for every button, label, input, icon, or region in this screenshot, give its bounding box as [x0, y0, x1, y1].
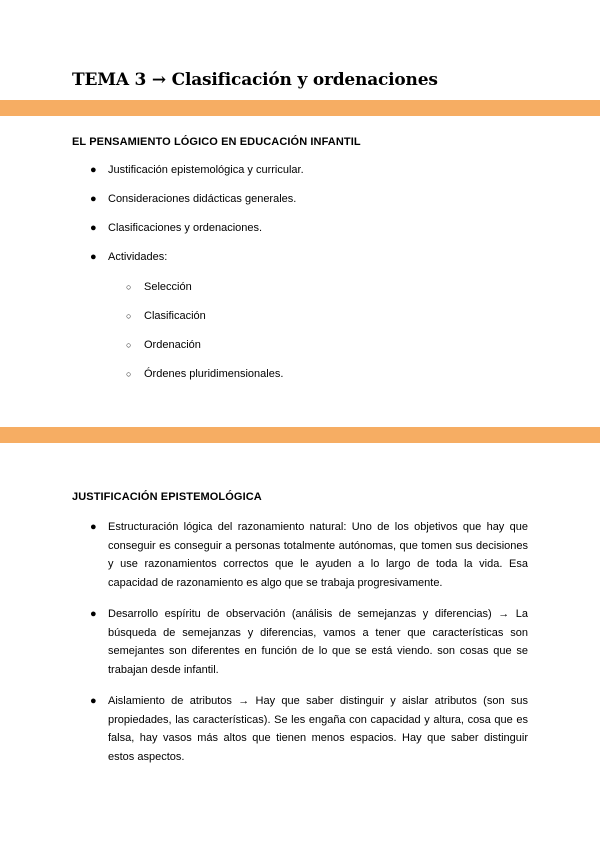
sub-list-item: ○ Ordenación [126, 339, 201, 351]
page-title: TEMA 3 → Clasificación y ordenaciones [72, 70, 438, 90]
hollow-bullet-icon: ○ [126, 282, 132, 292]
section-divider-band [0, 100, 600, 116]
sub-list-item: ○ Clasificación [126, 310, 206, 322]
paragraph-item: ● Aislamiento de atributos → Hay que saber distinguir y aislar atributos (son sus propiedades, las características). Se les engaña con capacidad y altura, cosa que es falsa, hay vasos más altos que tienen menos espacios. Hay que saber distinguir estos aspectos. [90, 692, 528, 766]
section-heading-pensamiento: EL PENSAMIENTO LÓGICO EN EDUCACIÓN INFANTIL [72, 136, 361, 148]
topic-list [90, 163, 490, 279]
list-item: ● Clasificaciones y ordenaciones. [90, 222, 263, 234]
bullet-icon: ● [90, 193, 97, 205]
justification-list [90, 518, 528, 779]
list-item: ● Actividades: [90, 251, 168, 263]
hollow-bullet-icon: ○ [126, 340, 132, 350]
list-item: ● Justificación epistemológica y curricular. [90, 164, 304, 176]
bullet-icon: ● [90, 164, 97, 176]
sub-list-item: ○ Órdenes pluridimensionales. [126, 368, 284, 380]
bullet-icon: ● [90, 521, 97, 533]
bullet-icon: ● [90, 222, 97, 234]
bullet-icon: ● [90, 695, 97, 707]
activities-sublist [126, 280, 283, 396]
section-divider-band [0, 427, 600, 443]
paragraph-item: ● Desarrollo espíritu de observación (análisis de semejanzas y diferencias) → La búsqueda de semejanzas y diferencias, vamos a tener que características son semejantes son diferentes en función de lo que se está viendo. son cosas que se trabajan desde infantil. [90, 605, 528, 679]
list-item: ● Consideraciones didácticas generales. [90, 193, 297, 205]
bullet-icon: ● [90, 608, 97, 620]
paragraph-item: ● Estructuración lógica del razonamiento natural: Uno de los objetivos que hay que conseguir es conseguir a personas totalmente autónomas, que tomen sus decisiones y use razonamientos correctos que le ayuden a lo largo de toda la vida. Esa capacidad de razonamiento es algo que se trabaja progresivamente. [90, 518, 528, 592]
sub-list-item: ○ Selección [126, 281, 192, 293]
hollow-bullet-icon: ○ [126, 311, 132, 321]
hollow-bullet-icon: ○ [126, 369, 132, 379]
bullet-icon: ● [90, 251, 97, 263]
section-heading-justificacion: JUSTIFICACIÓN EPISTEMOLÓGICA [72, 491, 262, 503]
